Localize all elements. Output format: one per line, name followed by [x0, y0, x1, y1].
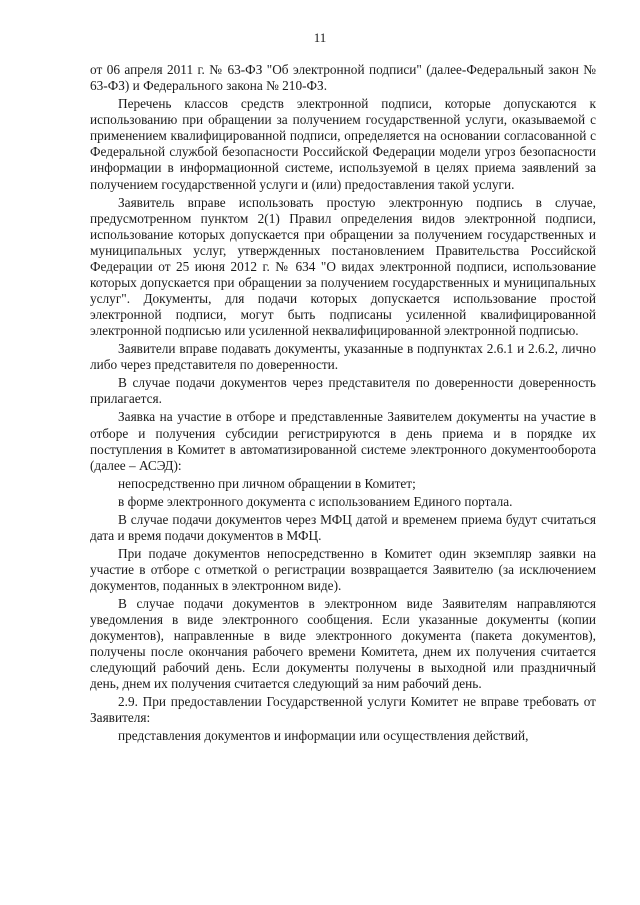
paragraph: Заявители вправе подавать документы, указанные в подпунктах 2.6.1 и 2.6.2, лично либо через представителя по доверенности.	[90, 341, 596, 373]
paragraph: В случае подачи документов в электронном виде Заявителям направляются уведомления в виде электронного сообщения. Если указанные документы (копии документов), направленные в виде электронного документа (пакета документов), получены после окончания рабочего времени Комитета, днем их получения считается следующий рабочий день. Если документы получены в выходной или праздничный день, днем их получения считается следующий за ним рабочий день.	[90, 595, 596, 692]
paragraph: Перечень классов средств электронной подписи, которые допускаются к использованию при обращении за получением государственной услуги, оказываемой с применением квалифицированной подписи, определяется на основании согласованной с Федеральной службой безопасности Российской Федерации модели угроз безопасности информации в информационной системе, используемой в целях приема заявлений за получением государственной услуги и (или) предоставления такой услуги.	[90, 96, 596, 192]
page-number: 11	[313, 30, 327, 45]
paragraph: В случае подачи документов через МФЦ датой и временем приема будут считаться дата и время подачи документов в МФЦ.	[90, 511, 596, 543]
paragraph: от 06 апреля 2011 г. № 63-ФЗ "Об электронной подписи" (далее-Федеральный закон № 63-ФЗ) и Федерального закона № 210-ФЗ.	[90, 62, 596, 94]
paragraph: представления документов и информации или осуществления действий,	[118, 728, 529, 744]
paragraph: непосредственно при личном обращении в Комитет;	[118, 475, 416, 491]
paragraph: При подаче документов непосредственно в Комитет один экземпляр заявки на участие в отборе с отметкой о регистрации возвращается Заявителю (за исключением документов, поданных в электронном виде).	[90, 545, 596, 593]
paragraph: В случае подачи документов через представителя по доверенности доверенность прилагается.	[90, 375, 596, 407]
paragraph: в форме электронного документа с использованием Единого портала.	[118, 493, 513, 509]
document-body	[90, 62, 596, 746]
paragraph: Заявка на участие в отборе и представленные Заявителем документы на участие в отборе и получения субсидии регистрируются в день приема и в порядке их поступления в Комитет в автоматизированной системе электронного документооборота (далее – АСЭД):	[90, 409, 596, 473]
paragraph: 2.9. При предоставлении Государственной услуги Комитет не вправе требовать от Заявителя:	[90, 694, 596, 726]
paragraph: Заявитель вправе использовать простую электронную подпись в случае, предусмотренном пунктом 2(1) Правил определения видов электронной подписи, использование которых допускается при обращении за получением государственных и муниципальных услуг, утвержденных постановлением Правительства Российской Федерации от 25 июня 2012 г. № 634 "О видах электронной подписи, использование которых допускается при обращении за получением государственных и муниципальных услуг". Документы, для подачи которых допускается использование простой электронной подписи, могут быть подписаны усиленной квалифицированной электронной подписью или усиленной неквалифицированной электронной подписью.	[90, 194, 596, 339]
